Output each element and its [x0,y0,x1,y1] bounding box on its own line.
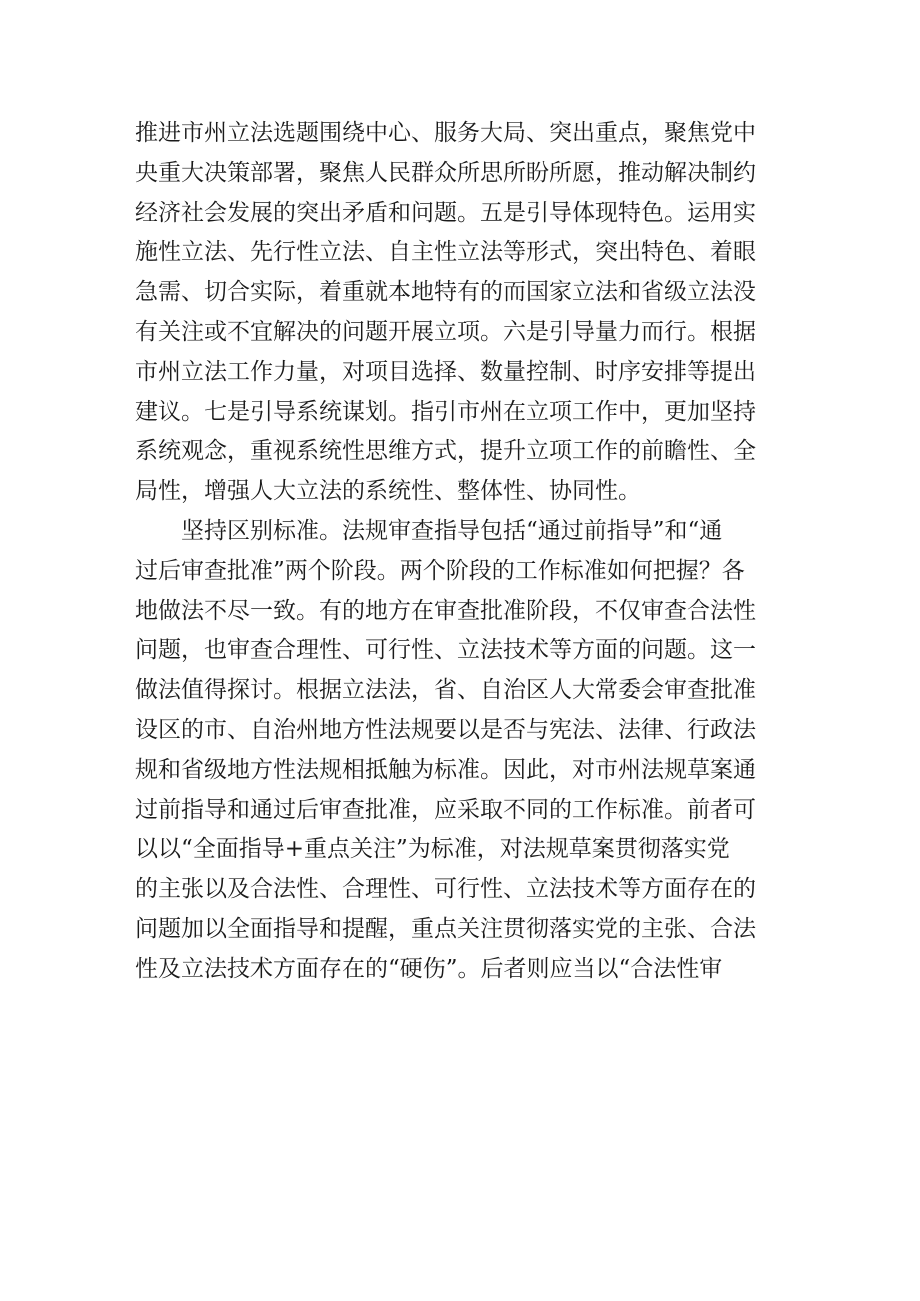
text-line: 规和省级地方性法规相抵触为标准。因此，对市州法规草案通 [135,756,756,783]
paragraph-1 [135,115,795,510]
text-line: 急需、切合实际，着重就本地特有的而国家立法和省级立法没 [135,279,756,306]
text-line: 建议。七是引导系统谋划。指引市州在立项工作中，更加坚持 [135,398,756,425]
text-line: 经济社会发展的突出矛盾和问题。五是引导体现特色。运用实 [135,199,756,226]
text-line: 性及立法技术方面存在的“硬伤”。后者则应当以“合法性审 [135,955,723,982]
text-line: 市州立法工作力量，对项目选择、数量控制、时序安排等提出 [135,358,756,385]
text-line: 设区的市、自治州地方性法规要以是否与宪法、法律、行政法 [135,716,756,743]
text-line: 的主张以及合法性、合理性、可行性、立法技术等方面存在的 [135,876,756,903]
text-line: 做法值得探讨。根据立法法，省、自治区人大常委会审查批准 [135,677,756,704]
text-line: 推进市州立法选题围绕中心、服务大局、突出重点，聚焦党中 [135,120,756,146]
text-line: 问题，也审查合理性、可行性、立法技术等方面的问题。这一 [135,637,756,664]
paragraph-2 [135,513,795,988]
text-line: 有关注或不宜解决的问题开展立项。六是引导量力而行。根据 [135,318,756,345]
text-line: 坚持区别标准。法规审查指导包括“通过前指导”和“通 [181,517,723,544]
text-line: 地做法不尽一致。有的地方在审查批准阶段，不仅审查合法性 [135,597,756,624]
text-line: 局性，增强人大立法的系统性、整体性、协同性。 [135,478,641,505]
text-line: 问题加以全面指导和提醒，重点关注贯彻落实党的主张、合法 [135,915,756,942]
text-line: 以以“全面指导+重点关注”为标准，对法规草案贯彻落实党 [135,836,730,863]
body-text [135,115,795,991]
text-line: 过前指导和通过后审查批准，应采取不同的工作标准。前者可 [135,796,756,823]
text-line: 系统观念，重视系统性思维方式，提升立项工作的前瞻性、全 [135,438,756,465]
text-line: 央重大决策部署，聚焦人民群众所思所盼所愿，推动解决制约 [135,159,756,186]
text-line: 过后审查批准”两个阶段。两个阶段的工作标准如何把握？各 [135,557,745,584]
text-line: 施性立法、先行性立法、自主性立法等形式，突出特色、着眼 [135,239,756,266]
